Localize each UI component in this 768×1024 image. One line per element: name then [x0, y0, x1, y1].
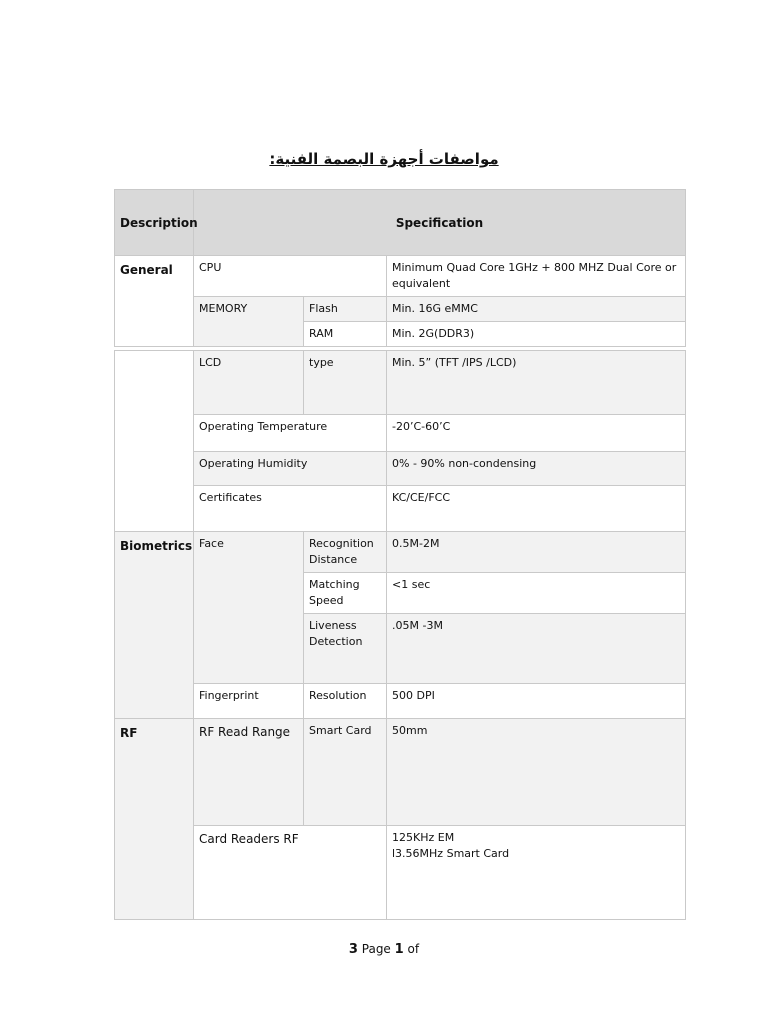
of-word: of — [407, 942, 420, 956]
resolution-value: 500 DPI — [387, 684, 686, 719]
rf-read-range-label: RF Read Range — [194, 719, 304, 826]
spec-table-general — [114, 189, 686, 347]
operating-humidity-value: 0% - 90% non-condensing — [387, 452, 686, 486]
flash-value: Min. 16G eMMC — [387, 297, 686, 322]
biometrics-label: Biometrics — [115, 532, 194, 719]
liveness-detection-value: .05M -3M — [387, 614, 686, 684]
operating-temperature-value: -20’C-60’C — [387, 415, 686, 452]
page-word: Page — [361, 942, 391, 956]
recognition-distance-label: Recognition Distance — [304, 532, 387, 573]
ram-label: RAM — [304, 322, 387, 347]
smart-card-value: 50mm — [387, 719, 686, 826]
matching-speed-label: Matching Speed — [304, 573, 387, 614]
header-description: Description — [115, 190, 194, 256]
blank-description-cell — [115, 351, 194, 532]
current-page: 1 — [394, 942, 404, 957]
spec-table-details — [114, 350, 686, 920]
smart-card-label: Smart Card — [304, 719, 387, 826]
lcd-type-value: Min. 5” (TFT /IPS /LCD) — [387, 351, 686, 415]
flash-label: Flash — [304, 297, 387, 322]
card-readers-value-line-2: l3.56MHz Smart Card — [392, 847, 510, 860]
lcd-type-label: type — [304, 351, 387, 415]
card-readers-value-line-1: 125KHz EM — [392, 831, 455, 844]
face-label: Face — [194, 532, 304, 684]
cpu-value: Minimum Quad Core 1GHz + 800 MHZ Dual Core or equivalent — [387, 256, 686, 297]
fingerprint-label: Fingerprint — [194, 684, 304, 719]
page-footer — [0, 942, 768, 957]
card-readers-value — [387, 826, 686, 920]
operating-temperature-label: Operating Temperature — [194, 415, 387, 452]
total-pages: 3 — [348, 942, 358, 957]
memory-label: MEMORY — [194, 297, 304, 347]
general-label: General — [115, 256, 194, 347]
liveness-detection-label: Liveness Detection — [304, 614, 387, 684]
operating-humidity-label: Operating Humidity — [194, 452, 387, 486]
ram-value: Min. 2G(DDR3) — [387, 322, 686, 347]
resolution-label: Resolution — [304, 684, 387, 719]
certificates-label: Certificates — [194, 486, 387, 532]
lcd-label: LCD — [194, 351, 304, 415]
page-title: مواصفات أجهزة البصمة الفنية: — [269, 150, 499, 168]
rf-label: RF — [115, 719, 194, 920]
card-readers-label: Card Readers RF — [194, 826, 387, 920]
matching-speed-value: <1 sec — [387, 573, 686, 614]
recognition-distance-value: 0.5M-2M — [387, 532, 686, 573]
header-specification: Specification — [194, 190, 686, 256]
cpu-label: CPU — [194, 256, 387, 297]
certificates-value: KC/CE/FCC — [387, 486, 686, 532]
